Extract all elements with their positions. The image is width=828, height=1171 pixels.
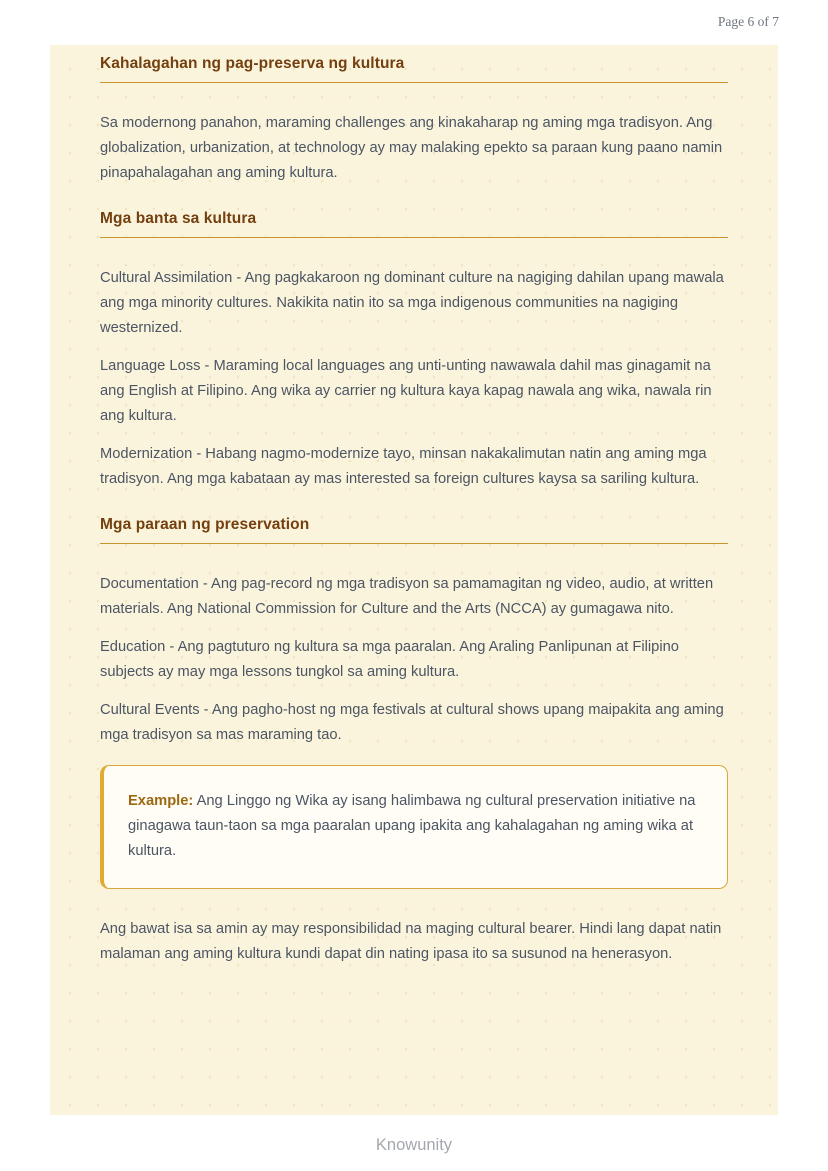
section-heading: Mga banta sa kultura xyxy=(100,210,257,227)
page-indicator: Page 6 of 7 xyxy=(717,14,779,29)
paragraph: Cultural Assimilation - Ang pagkakaroon ng dominant culture na nagiging dahilan upang mawala ang mga minority cultures. Nakikita natin ito sa mga indigenous communities na nagiging westernized. xyxy=(100,270,724,336)
heading-divider xyxy=(100,82,728,83)
section-heading: Mga paraan ng preservation xyxy=(100,516,310,533)
paragraph: Documentation - Ang pag-record ng mga tradisyon sa pamamagitan ng video, audio, at written materials. Ang National Commission for Culture and the Arts (NCCA) ay gumagawa nito. xyxy=(100,576,714,617)
heading-divider xyxy=(100,237,728,238)
section-kahalagahan xyxy=(100,55,728,186)
footer-brand: Knowunity xyxy=(375,1136,453,1154)
paragraph: Cultural Events - Ang pagho-host ng mga festivals at cultural shows upang maipakita ang aming mga tradisyon sa mas maraming tao. xyxy=(100,702,724,743)
document-sheet xyxy=(50,45,778,1115)
paragraph: Language Loss - Maraming local languages ang unti-unting nawawala dahil mas ginagamit na ang English at Filipino. Ang wika ay carrier ng kultura kaya kapag nawala ang wika, nawala rin ang kultura. xyxy=(100,358,712,424)
paragraph: Sa modernong panahon, maraming challenges ang kinakaharap ng aming mga tradisyon. Ang globalization, urbanization, at technology ay may malaking epekto sa paraan kung paano namin pinapahalagahan ang aming kultura. xyxy=(100,115,723,181)
paragraph: Education - Ang pagtuturo ng kultura sa mga paaralan. Ang Araling Panlipunan at Filipino subjects ay may mga lessons tungkol sa aming kultura. xyxy=(100,639,679,680)
paragraph: Modernization - Habang nagmo-modernize tayo, minsan nakakalimutan natin ang aming mga tradisyon. Ang mga kabataan ay mas interested sa foreign cultures kaysa sa sariling kultura. xyxy=(100,446,707,487)
example-body: Ang Linggo ng Wika ay isang halimbawa ng cultural preservation initiative na ginagawa taun-taon sa mga paaralan upang ipakita ang kahalagahan ng aming wika at kultura. xyxy=(128,793,696,859)
example-text xyxy=(128,789,703,864)
heading-divider xyxy=(100,543,728,544)
section-heading: Kahalagahan ng pag-preserva ng kultura xyxy=(100,55,405,72)
section-mga-banta xyxy=(100,210,728,492)
example-callout-box xyxy=(100,765,728,889)
section-mga-paraan xyxy=(100,516,728,748)
example-label: Example: xyxy=(128,793,194,809)
closing-paragraph: Ang bawat isa sa amin ay may responsibilidad na maging cultural bearer. Hindi lang dapat natin malaman ang aming kultura kundi dapat din nating ipasa ito sa susunod na henerasyon. xyxy=(100,921,722,962)
